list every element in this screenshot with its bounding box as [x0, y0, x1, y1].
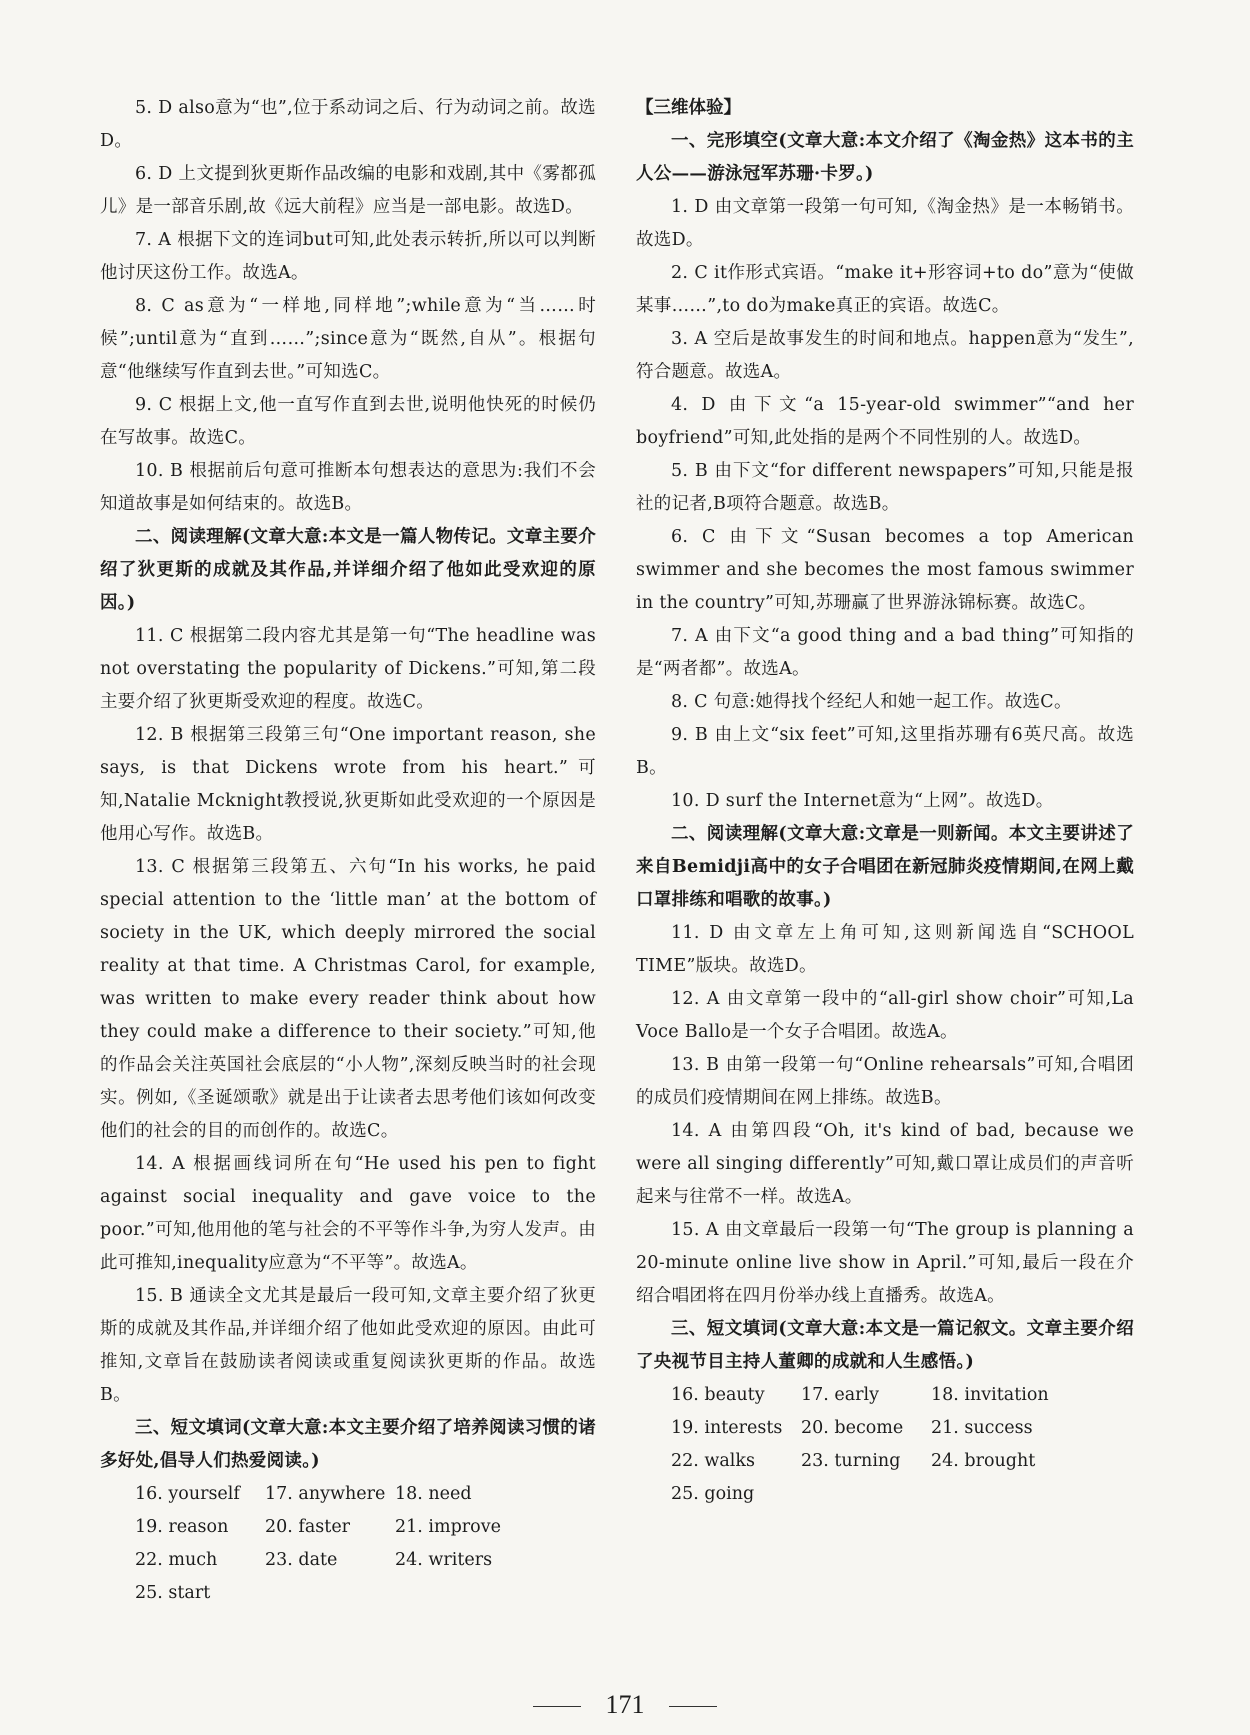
answer-item: 7. A 由下文“a good thing and a bad thing”可知指的是“两者都”。故选A。 — [636, 626, 1134, 679]
answer-item: 14. A 根据画线词所在句“He used his pen to fight against social inequality and gave voice to the poor.”可知,他用他的笔与社会的不平等作斗争,为穷人发声。由此可推知,inequality应意为“不平等”。故选A。 — [100, 1154, 596, 1273]
answer-item: 9. B 由上文“six feet”可知,这里指苏珊有6英尺高。故选B。 — [636, 725, 1134, 778]
answer-item: 6. D 上文提到狄更斯作品改编的电影和戏剧,其中《雾都孤儿》是一部音乐剧,故《远大前程》应当是一部电影。故选D。 — [100, 164, 596, 217]
answer-item: 13. B 由第一段第一句“Online rehearsals”可知,合唱团的成员们疫情期间在网上排练。故选B。 — [636, 1055, 1134, 1108]
fill-answer: 19. interests — [671, 1418, 783, 1438]
fill-answer: 20. faster — [265, 1517, 351, 1537]
answer-item: 7. A 根据下文的连词but可知,此处表示转折,所以可以判断他讨厌这份工作。故选A。 — [100, 230, 596, 283]
fill-answer: 17. early — [801, 1385, 880, 1405]
answer-item: 10. B 根据前后句意可推断本句想表达的意思为:我们不会知道故事是如何结束的。故选B。 — [100, 461, 596, 514]
fill-answer: 21. improve — [395, 1517, 501, 1537]
answer-item: 3. A 空后是故事发生的时间和地点。happen意为“发生”,符合题意。故选A。 — [636, 329, 1134, 382]
fill-answer: 18. invitation — [931, 1385, 1049, 1405]
right-column — [636, 92, 1134, 1511]
answer-item: 8. C 句意:她得找个经纪人和她一起工作。故选C。 — [671, 692, 1072, 712]
section-heading: 一、完形填空(文章大意:本文介绍了《淘金热》这本书的主人公——游泳冠军苏珊·卡罗。) — [636, 131, 1134, 184]
fill-answer: 21. success — [931, 1418, 1033, 1438]
left-column — [100, 92, 596, 1610]
section-heading: 三、短文填词(文章大意:本文是一篇记叙文。文章主要介绍了央视节目主持人董卿的成就和人生感悟。) — [636, 1319, 1134, 1372]
answer-item: 14. A 由第四段“Oh, it's kind of bad, because we were all singing differently”可知,戴口罩让成员们的声音听起来与往常不一样。故选A。 — [636, 1121, 1134, 1207]
fill-answers — [671, 1379, 1134, 1511]
answer-item: 2. C it作形式宾语。“make it+形容词+to do”意为“使做某事……”,to do为make真正的宾语。故选C。 — [636, 263, 1134, 316]
fill-answer: 23. date — [265, 1550, 338, 1570]
answer-item: 15. A 由文章最后一段第一句“The group is planning a 20-minute online live show in April.”可知,最后一段在介绍合唱团将在四月份举办线上直播秀。故选A。 — [636, 1220, 1134, 1306]
answer-item: 8. C as意为“一样地,同样地”;while意为“当……时候”;until意为“直到……”;since意为“既然,自从”。根据句意“他继续写作直到去世。”可知选C。 — [100, 296, 596, 382]
footer-rule-left — [533, 1706, 581, 1707]
section-heading: 三、短文填词(文章大意:本文主要介绍了培养阅读习惯的诸多好处,倡导人们热爱阅读。) — [100, 1418, 596, 1471]
fill-answer: 20. become — [801, 1418, 904, 1438]
answer-item: 11. C 根据第二段内容尤其是第一句“The headline was not overstating the popularity of Dickens.”可知,第二段主要介绍了狄更斯受欢迎的程度。故选C。 — [100, 626, 596, 712]
answer-item: 5. B 由下文“for different newspapers”可知,只能是报社的记者,B项符合题意。故选B。 — [636, 461, 1134, 514]
answer-item: 10. D surf the Internet意为“上网”。故选D。 — [671, 791, 1054, 811]
answer-item: 11. D 由文章左上角可知,这则新闻选自“SCHOOL TIME”版块。故选D。 — [636, 923, 1134, 976]
fill-answer: 25. going — [671, 1484, 755, 1504]
fill-answer: 24. writers — [395, 1550, 493, 1570]
box-title: 【三维体验】 — [636, 98, 741, 118]
fill-answer: 25. start — [135, 1583, 211, 1603]
fill-answer: 17. anywhere — [265, 1484, 386, 1504]
fill-answers — [135, 1478, 596, 1610]
answer-item: 15. B 通读全文尤其是最后一段可知,文章主要介绍了狄更斯的成就及其作品,并详细介绍了他如此受欢迎的原因。由此可推知,文章旨在鼓励读者阅读或重复阅读狄更斯的作品。故选B。 — [100, 1286, 596, 1405]
page-footer — [0, 1690, 1250, 1720]
fill-answer: 16. yourself — [135, 1484, 240, 1504]
fill-answer: 23. turning — [801, 1451, 901, 1471]
page-number: 171 — [605, 1690, 645, 1719]
fill-answer: 18. need — [395, 1484, 472, 1504]
answer-item: 9. C 根据上文,他一直写作直到去世,说明他快死的时候仍在写故事。故选C。 — [100, 395, 596, 448]
fill-answer: 24. brought — [931, 1451, 1036, 1471]
section-heading: 二、阅读理解(文章大意:本文是一篇人物传记。文章主要介绍了狄更斯的成就及其作品,并详细介绍了他如此受欢迎的原因。) — [100, 527, 596, 613]
fill-answer: 16. beauty — [671, 1385, 765, 1405]
answer-item: 1. D 由文章第一段第一句可知,《淘金热》是一本畅销书。故选D。 — [636, 197, 1134, 250]
answer-item: 6. C 由下文“Susan becomes a top American swimmer and she becomes the most famous swimmer in the country”可知,苏珊赢了世界游泳锦标赛。故选C。 — [636, 527, 1134, 613]
answer-item: 13. C 根据第三段第五、六句“In his works, he paid special attention to the ‘little man’ at the bottom of society in the UK, which deeply mirrored the social reality at that time. A Christmas Carol, for example, was written to make every reader think about how they could make a difference to their society.”可知,他的作品会关注英国社会底层的“小人物”,深刻反映当时的社会现实。例如,《圣诞颂歌》就是出于让读者去思考他们该如何改变他们的社会的目的而创作的。故选C。 — [100, 857, 596, 1141]
fill-answer: 22. walks — [671, 1451, 755, 1471]
fill-answer: 19. reason — [135, 1517, 229, 1537]
answer-item: 12. A 由文章第一段中的“all-girl show choir”可知,La Voce Ballo是一个女子合唱团。故选A。 — [636, 989, 1134, 1042]
fill-answer: 22. much — [135, 1550, 218, 1570]
footer-rule-right — [669, 1706, 717, 1707]
section-heading: 二、阅读理解(文章大意:文章是一则新闻。本文主要讲述了来自Bemidji高中的女子合唱团在新冠肺炎疫情期间,在网上戴口罩排练和唱歌的故事。) — [636, 824, 1134, 910]
answer-item: 12. B 根据第三段第三句“One important reason, she says, is that Dickens wrote from his heart.”可知,Natalie Mcknight教授说,狄更斯如此受欢迎的一个原因是他用心写作。故选B。 — [100, 725, 596, 844]
answer-item: 5. D also意为“也”,位于系动词之后、行为动词之前。故选D。 — [100, 98, 596, 151]
answer-item: 4. D 由下文“a 15-year-old swimmer”“and her boyfriend”可知,此处指的是两个不同性别的人。故选D。 — [636, 395, 1134, 448]
